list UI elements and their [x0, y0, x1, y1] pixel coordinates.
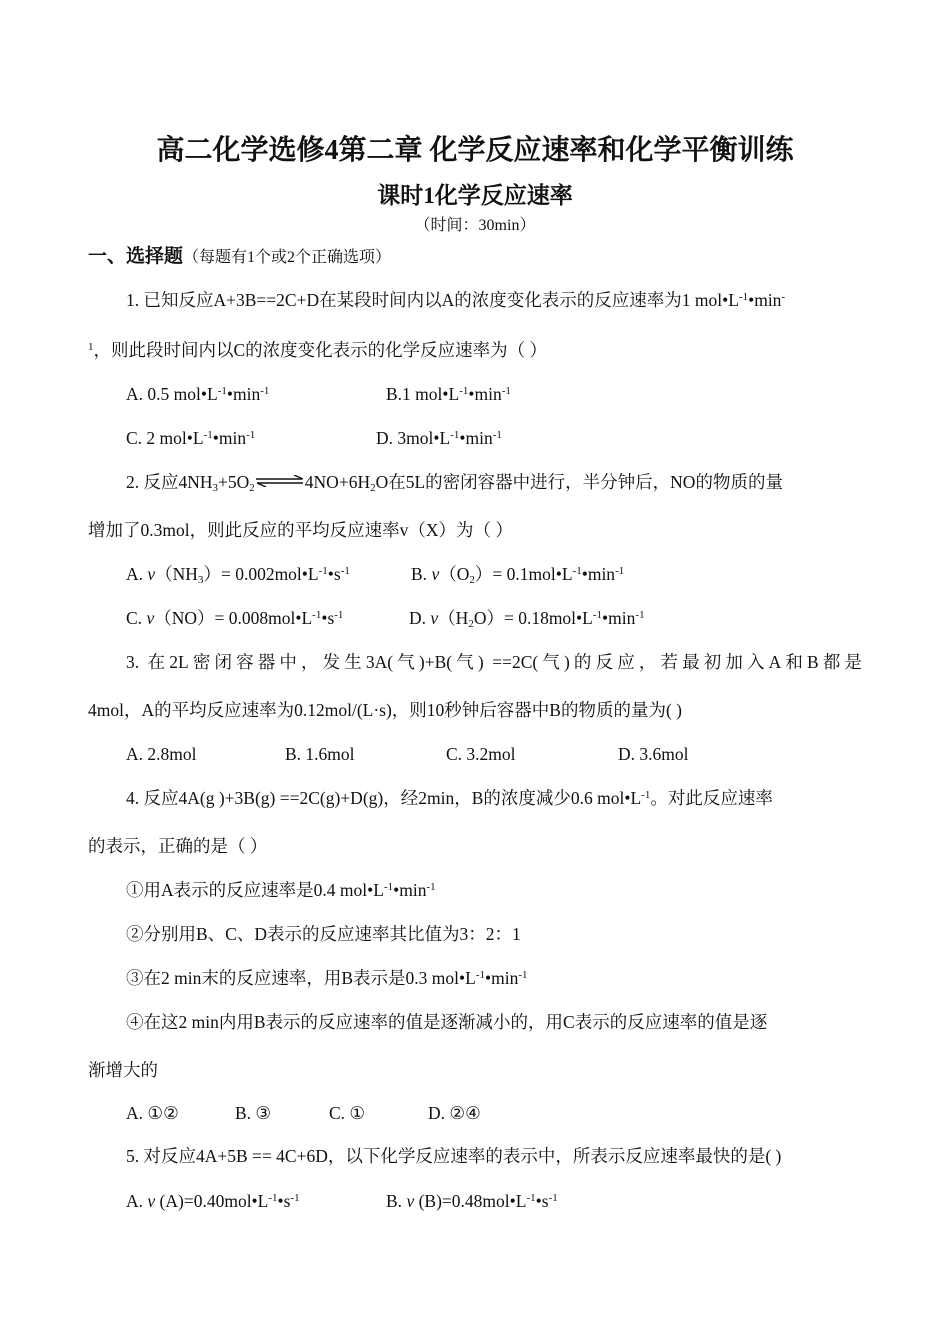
q2-option-c	[126, 606, 343, 630]
q1-option-b	[386, 382, 511, 406]
q4-stem-line1	[126, 786, 773, 810]
q2-sub: 3	[212, 482, 219, 494]
option-unit: •min	[459, 428, 493, 448]
option-sup: -1	[459, 385, 469, 397]
option-symbol: v	[147, 1191, 156, 1211]
q4-statement-3	[126, 966, 528, 990]
option-text: A. 0.5 mol•L	[126, 384, 218, 404]
q2-option-b	[411, 562, 624, 586]
option-sub: 2	[469, 574, 475, 586]
statement-text: ③在2 min末的反应速率，用B表示是0.3 mol•L	[126, 968, 476, 988]
option-sup: -1	[592, 609, 603, 621]
q4-statement-4-line2: 渐增大的	[88, 1060, 158, 1080]
option-sup: -1	[268, 1192, 278, 1204]
option-text: （O	[439, 564, 470, 584]
statement-unit: •min	[484, 968, 519, 988]
option-sup: -1	[526, 1192, 536, 1204]
q5-option-b	[386, 1189, 558, 1213]
option-sub: 2	[468, 618, 474, 630]
option-text: (A)=0.40mol•L	[155, 1191, 269, 1211]
q2-text: 2. 反应4NH	[126, 472, 213, 492]
option-unit: •min	[602, 608, 636, 628]
q1-text: ，则此段时间内以C的浓度变化表示的化学反应速率为（ ）	[93, 340, 548, 360]
q1-unit: •min	[748, 290, 782, 310]
option-sup: -1	[450, 429, 460, 441]
option-symbol: v	[146, 608, 155, 628]
section-heading-row	[88, 244, 391, 270]
option-symbol: v	[430, 608, 439, 628]
option-sup: -1	[492, 429, 502, 441]
option-text: D. 3mol•L	[376, 428, 451, 448]
q4-option-c: C. ①	[329, 1103, 366, 1123]
option-label: A.	[126, 564, 148, 584]
q2-text: 4NO+6H	[304, 472, 371, 492]
option-sup: -1	[501, 385, 511, 397]
statement-text: ①用A表示的反应速率是0.4 mol•L	[126, 880, 384, 900]
q4-option-a: A. ①②	[126, 1103, 179, 1123]
option-label: B.	[411, 564, 432, 584]
q3-stem-line2: 4mol，A的平均反应速率为0.12mol/(L·s)，则10秒钟后容器中B的物质的量为( )	[88, 700, 683, 720]
section-heading: 一、选择题	[88, 246, 184, 267]
q2-text: O在5L的密闭容器中进行，半分钟后，NO的物质的量	[375, 472, 783, 492]
q5-stem-line1: 5. 对反应4A+5B == 4C+6D，以下化学反应速率的表示中，所表示反应速率最快的是( )	[126, 1146, 782, 1166]
option-sup: -1	[203, 429, 213, 441]
option-text: （NH	[155, 564, 198, 584]
option-sup: -1	[548, 1192, 558, 1204]
q1-sup: -1	[738, 291, 749, 303]
q3-option-d: D. 3.6mol	[618, 744, 689, 764]
statement-sup: -1	[383, 881, 394, 893]
option-unit: •s	[277, 1191, 291, 1211]
q4-stem-line2: 的表示，正确的是（ ）	[88, 836, 268, 856]
option-label: A.	[126, 1191, 148, 1211]
option-sup: -1	[290, 1192, 300, 1204]
q2-stem-line2: 增加了0.3mol，则此反应的平均反应速率v（X）为（ ）	[88, 520, 513, 540]
option-unit: •s	[327, 564, 341, 584]
q4-statement-1	[126, 878, 436, 902]
q4-text: 4. 反应4A(g )+3B(g) ==2C(g)+D(g)，经2min，B的浓度减少0.6 mol•L	[126, 788, 642, 808]
option-sup: -1	[217, 385, 227, 397]
option-sup: -1	[246, 429, 256, 441]
q4-option-b: B. ③	[235, 1103, 272, 1123]
option-sup: -1	[635, 609, 645, 621]
option-sup: -1	[260, 385, 270, 397]
q1-option-d	[376, 426, 502, 450]
option-unit: •s	[535, 1191, 549, 1211]
option-text: B.1 mol•L	[386, 384, 460, 404]
q2-option-a	[126, 562, 350, 586]
q1-option-c	[126, 426, 255, 450]
option-sup: -1	[318, 565, 328, 577]
equilibrium-arrow-icon	[256, 475, 304, 487]
statement-unit: •min	[393, 880, 427, 900]
q5-option-a	[126, 1189, 300, 1213]
option-text: (B)=0.48mol•L	[414, 1191, 527, 1211]
option-symbol: v	[406, 1191, 415, 1211]
q1-option-a	[126, 382, 269, 406]
q2-stem-line1	[126, 470, 783, 494]
option-text: C. 2 mol•L	[126, 428, 204, 448]
time-note: （时间：30min）	[414, 217, 536, 234]
q4-statement-4-line1: ④在这2 min内用B表示的反应速率的值是逐渐减小的，用C表示的反应速率的值是逐	[126, 1012, 768, 1032]
document-subtitle: 课时1化学反应速率	[377, 183, 573, 208]
option-text: ）= 0.002mol•L	[203, 564, 319, 584]
q2-text: +5O	[218, 472, 250, 492]
option-unit: •s	[321, 608, 335, 628]
option-label: D.	[409, 608, 431, 628]
q1-sup: 1	[88, 341, 94, 353]
q2-option-d	[409, 606, 645, 630]
q4-sup: -1	[641, 789, 651, 801]
option-symbol: v	[431, 564, 440, 584]
option-sup: -1	[340, 565, 350, 577]
q1-stem-line1	[126, 288, 785, 312]
option-unit: •min	[581, 564, 616, 584]
q3-stem-line1: 3. 在2L密闭容器中，发生3A(气)+B(气) ==2C(气)的反应，若最初加入A和B都是	[126, 652, 862, 672]
q4-statement-2: ②分别用B、C、D表示的反应速率其比值为3：2：1	[126, 924, 521, 944]
option-sup: -1	[615, 565, 625, 577]
option-sup: -1	[312, 609, 322, 621]
q4-text: 。对此反应速率	[650, 788, 773, 808]
statement-sup: -1	[518, 969, 528, 981]
option-unit: •min	[226, 384, 261, 404]
document-title: 高二化学选修4第二章 化学反应速率和化学平衡训练	[156, 135, 794, 166]
option-text: O）= 0.18mol•L	[473, 608, 593, 628]
q1-text: 1. 已知反应A+3B==2C+D在某段时间内以A的浓度变化表示的反应速率为1 mol•L	[126, 290, 739, 310]
statement-sup: -1	[475, 969, 485, 981]
option-label: B.	[386, 1191, 407, 1211]
option-unit: •min	[468, 384, 502, 404]
q4-option-d: D. ②④	[428, 1103, 481, 1123]
option-text: ）= 0.1mol•L	[474, 564, 573, 584]
option-symbol: v	[147, 564, 156, 584]
section-note: （每题有1个或2个正确选项）	[183, 249, 392, 266]
q1-sup: -	[781, 291, 786, 303]
statement-sup: -1	[426, 881, 436, 893]
q3-option-b: B. 1.6mol	[285, 744, 355, 764]
q2-sub: 2	[370, 482, 376, 494]
option-sup: -1	[572, 565, 582, 577]
option-sub: 3	[197, 574, 204, 586]
option-text: （H	[438, 608, 469, 628]
q3-option-a: A. 2.8mol	[126, 744, 197, 764]
option-sup: -1	[334, 609, 344, 621]
option-label: C.	[126, 608, 147, 628]
option-text: （NO）= 0.008mol•L	[154, 608, 313, 628]
q3-option-c: C. 3.2mol	[446, 744, 516, 764]
q2-sub: 2	[249, 482, 255, 494]
q1-stem-line2	[88, 338, 547, 362]
option-unit: •min	[212, 428, 247, 448]
